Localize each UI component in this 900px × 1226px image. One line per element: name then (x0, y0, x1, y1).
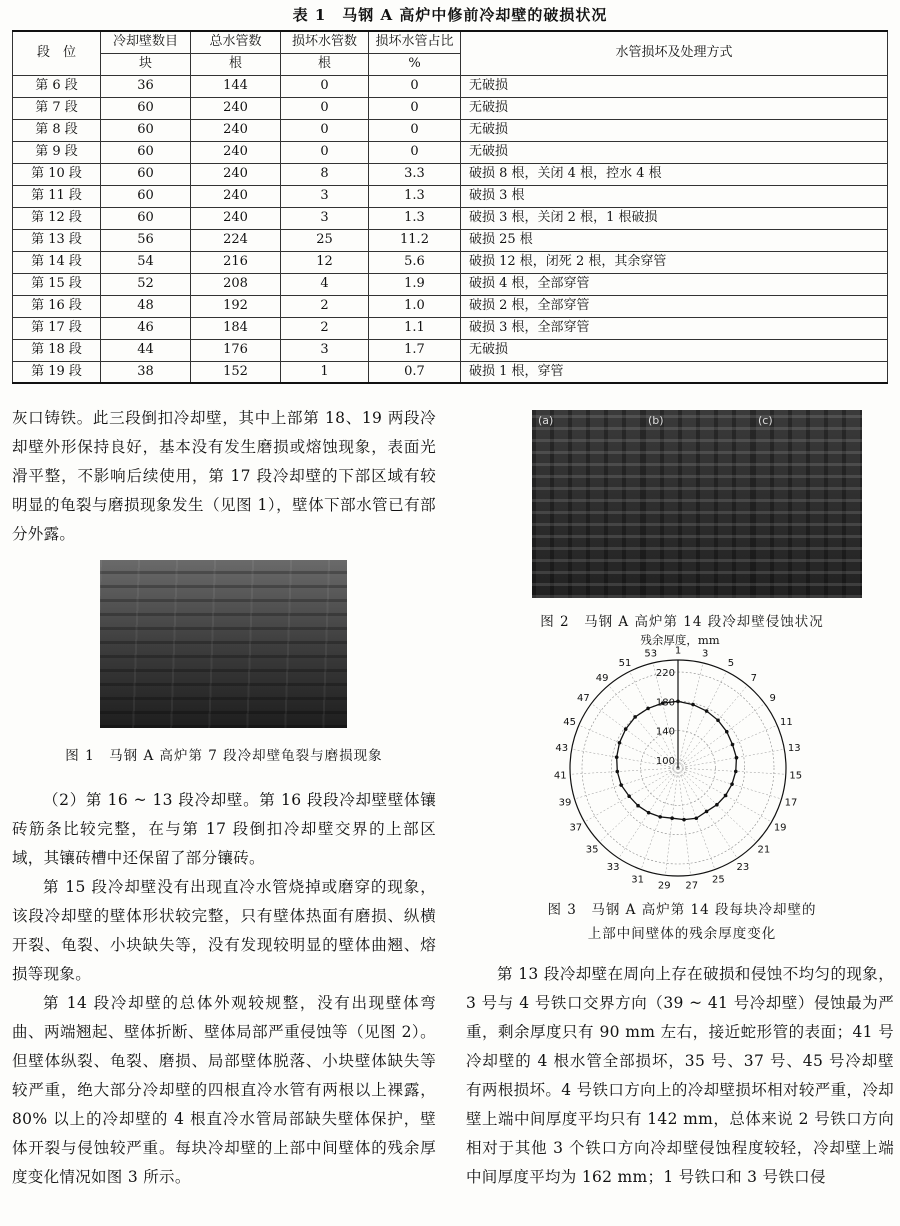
col-pipes-header-2: 根 (191, 53, 281, 75)
polar-angular-label: 17 (784, 797, 798, 809)
cell-pipes: 192 (191, 295, 281, 317)
cell-count: 60 (101, 141, 191, 163)
cell-segment: 第 13 段 (13, 229, 101, 251)
cell-broken: 3 (281, 185, 369, 207)
polar-radial-tick-label: 180 (655, 697, 675, 709)
cell-remark: 无破损 (461, 339, 888, 361)
cell-count: 60 (101, 185, 191, 207)
polar-angular-label: 23 (736, 862, 750, 874)
polar-spoke (678, 768, 691, 875)
polar-angular-label: 5 (727, 658, 735, 670)
cell-remark: 无破损 (461, 119, 888, 141)
polar-data-point (682, 818, 686, 822)
table-row (13, 295, 888, 317)
cell-pipes: 240 (191, 119, 281, 141)
polar-angular-label: 9 (769, 693, 776, 705)
cell-broken: 2 (281, 295, 369, 317)
cell-pipes: 240 (191, 185, 281, 207)
col-count-header-2: 块 (101, 53, 191, 75)
table-row (13, 251, 888, 273)
cell-remark: 无破损 (461, 141, 888, 163)
figure-2a-label: (a) (538, 414, 554, 427)
figure-1-caption: 图 1 马钢 A 高炉第 7 段冷却壁龟裂与磨损现象 (65, 748, 383, 764)
col-ratio-header-2: % (369, 53, 461, 75)
right-paragraph-5: 第 13 段冷却壁在周向上存在破损和侵蚀不均匀的现象，3 号与 4 号铁口交界方向（39 ~ 41 号冷却壁）侵蚀最为严重，剩余厚度只有 90 mm 左右，接近蛇形管的表面；41 号冷却壁的 4 根水管全部损坏，35 号、37 号、45 号冷却壁有两根损坏。4 号铁口方向上的冷却壁损坏相对较严重，冷却壁上端中间厚度平均只有 142 mm，总体来说 2 号铁口方向相对于其他 3 个铁口方向冷却壁侵蚀程度较轻，冷却壁上端中间厚度平均为 162 mm；1 号铁口和 3 号铁口侵 (466, 965, 894, 1186)
polar-radial-tick-label: 140 (655, 726, 675, 738)
cell-remark: 破损 8 根，关闭 4 根，控水 4 根 (461, 163, 888, 185)
polar-data-point (646, 707, 650, 711)
polar-data-point (636, 804, 640, 808)
right-paragraph (466, 960, 894, 1192)
polar-data-point (734, 770, 738, 774)
cell-count: 60 (101, 207, 191, 229)
cell-count: 36 (101, 75, 191, 97)
polar-data-point (624, 727, 628, 731)
figure-2c-label: (c) (758, 414, 773, 427)
left-paragraph-4: 第 14 段冷却壁的总体外观较规整，没有出现壁体弯曲、两端翘起、壁体折断、壁体局部严重侵蚀等（见图 2）。但壁体纵裂、龟裂、磨损、局部壁体脱落、小块壁体缺失等较严重，绝大部分冷却壁的四根直冷水管有两根以上裸露，80% 以上的冷却壁的 4 根直冷水管局部缺失壁体保护，壁体开裂与侵蚀较严重。每块冷却壁的上部中间壁体的残余厚度变化情况如图 3 所示。 (12, 994, 436, 1186)
polar-angular-label: 33 (606, 862, 620, 874)
table-row (13, 229, 888, 251)
col-segment-header: 段 位 (13, 31, 101, 75)
cell-remark: 破损 4 根，全部穿管 (461, 273, 888, 295)
cell-broken: 4 (281, 273, 369, 295)
polar-spoke (584, 768, 678, 822)
polar-series (615, 700, 738, 822)
cell-pipes: 152 (191, 361, 281, 383)
cell-broken: 25 (281, 229, 369, 251)
table-title: 表 1 马钢 A 高炉中修前冷却壁的破损状况 (292, 6, 608, 24)
polar-spoke (678, 768, 786, 774)
table-row (13, 75, 888, 97)
cell-broken: 1 (281, 361, 369, 383)
table-row (13, 163, 888, 185)
cell-pipes: 144 (191, 75, 281, 97)
polar-angular-label: 39 (558, 797, 572, 809)
cell-broken: 3 (281, 339, 369, 361)
polar-angular-label: 51 (618, 658, 632, 670)
polar-data-point (670, 816, 674, 820)
left-paragraph-1: 灰口铸铁。此三段倒扣冷却壁，其中上部第 18、19 两段冷却壁外形保持良好，基本没有发生磨损或熔蚀现象，表面光滑平整，不影响后续使用，第 17 段冷却壁的下部区域有较明显的龟裂与磨损现象发生（见图 1），壁体下部水管已有部分外露。 (12, 409, 436, 543)
polar-angular-label: 49 (595, 673, 609, 685)
col-count-header-1: 冷却壁数目 (101, 31, 191, 53)
cell-count: 60 (101, 97, 191, 119)
polar-data-point (724, 794, 728, 798)
table-row (13, 119, 888, 141)
damage-table (12, 30, 888, 384)
polar-spoke (678, 663, 703, 768)
table-row (13, 273, 888, 295)
figure-3-caption-1: 图 3 马钢 A 高炉第 14 段每块冷却壁的 (547, 902, 817, 918)
cell-segment: 第 15 段 (13, 273, 101, 295)
cell-remark: 无破损 (461, 97, 888, 119)
table-row (13, 339, 888, 361)
left-paragraphs (12, 786, 436, 1192)
cell-broken: 0 (281, 119, 369, 141)
cell-segment: 第 6 段 (13, 75, 101, 97)
cell-count: 46 (101, 317, 191, 339)
left-paragraph-3: 第 15 段冷却壁没有出现直冷水管烧掉或磨穿的现象，该段冷却壁的壁体形状较完整，只有壁体热面有磨损、纵横开裂、龟裂、小块缺失等，没有发现较明显的壁体曲翘、熔损等现象。 (12, 878, 436, 983)
polar-data-point (627, 794, 631, 798)
polar-data-point (725, 730, 729, 734)
cell-pipes: 216 (191, 251, 281, 273)
cell-count: 54 (101, 251, 191, 273)
polar-angular-label: 53 (644, 648, 658, 660)
cell-ratio: 0.7 (369, 361, 461, 383)
cell-count: 60 (101, 163, 191, 185)
cell-ratio: 11.2 (369, 229, 461, 251)
cell-remark: 破损 3 根 (461, 185, 888, 207)
col-broken-header-1: 损坏水管数 (281, 31, 369, 53)
polar-angular-label: 1 (674, 645, 682, 657)
polar-chart (538, 645, 818, 892)
table-row (13, 317, 888, 339)
cell-count: 48 (101, 295, 191, 317)
polar-data-point (735, 756, 739, 760)
col-broken-header-2: 根 (281, 53, 369, 75)
cell-broken: 0 (281, 141, 369, 163)
polar-data-point (705, 709, 709, 713)
cell-pipes: 176 (191, 339, 281, 361)
cell-ratio: 5.6 (369, 251, 461, 273)
polar-data-point (618, 741, 622, 745)
polar-angular-label: 27 (685, 880, 699, 892)
polar-angular-label: 29 (657, 880, 671, 892)
col-ratio-header-1: 损坏水管占比 (369, 31, 461, 53)
cell-segment: 第 14 段 (13, 251, 101, 273)
cell-pipes: 224 (191, 229, 281, 251)
cell-segment: 第 10 段 (13, 163, 101, 185)
polar-data-point (619, 783, 623, 787)
polar-angular-label: 31 (631, 874, 645, 886)
cell-ratio: 3.3 (369, 163, 461, 185)
table-row (13, 361, 888, 383)
cell-broken: 2 (281, 317, 369, 339)
cell-count: 56 (101, 229, 191, 251)
polar-data-point (676, 700, 680, 704)
figure-2c-photo (752, 410, 862, 598)
cell-segment: 第 16 段 (13, 295, 101, 317)
polar-angular-label: 47 (576, 693, 590, 705)
figure-2-caption: 图 2 马钢 A 高炉第 14 段冷却壁侵蚀状况 (540, 614, 824, 630)
table-row (13, 185, 888, 207)
figure-2b-photo (642, 410, 752, 598)
cell-ratio: 0 (369, 119, 461, 141)
cell-pipes: 208 (191, 273, 281, 295)
cell-remark: 破损 3 根，全部穿管 (461, 317, 888, 339)
cell-segment: 第 12 段 (13, 207, 101, 229)
polar-data-point (731, 743, 735, 747)
cell-count: 52 (101, 273, 191, 295)
cell-segment: 第 7 段 (13, 97, 101, 119)
cell-ratio: 0 (369, 97, 461, 119)
cell-count: 44 (101, 339, 191, 361)
polar-grid (570, 660, 786, 876)
polar-spoke (678, 749, 784, 768)
polar-angular-label: 25 (711, 874, 725, 886)
cell-broken: 3 (281, 207, 369, 229)
col-remark-header: 水管损坏及处理方式 (461, 31, 888, 75)
polar-angular-label: 7 (750, 673, 758, 685)
polar-spoke (575, 768, 678, 799)
cell-ratio: 1.0 (369, 295, 461, 317)
polar-angular-label: 35 (585, 844, 599, 856)
cell-broken: 0 (281, 75, 369, 97)
cell-ratio: 1.9 (369, 273, 461, 295)
cell-pipes: 240 (191, 97, 281, 119)
polar-spoke (678, 768, 781, 799)
cell-ratio: 1.7 (369, 339, 461, 361)
cell-ratio: 1.3 (369, 185, 461, 207)
polar-data-point (715, 803, 719, 807)
cell-broken: 8 (281, 163, 369, 185)
cell-pipes: 240 (191, 141, 281, 163)
polar-radial-tick-label: 220 (655, 668, 675, 679)
polar-angular-label: 43 (555, 743, 569, 755)
table-row (13, 207, 888, 229)
cell-remark: 破损 2 根，全部穿管 (461, 295, 888, 317)
polar-data-point (616, 770, 620, 774)
cell-ratio: 0 (369, 75, 461, 97)
polar-data-point (633, 715, 637, 719)
polar-angular-label: 13 (787, 743, 801, 755)
figure-2b-label: (b) (648, 414, 664, 427)
cell-remark: 破损 12 根，闭死 2 根，其余穿管 (461, 251, 888, 273)
cell-ratio: 0 (369, 141, 461, 163)
cell-segment: 第 19 段 (13, 361, 101, 383)
cell-pipes: 240 (191, 163, 281, 185)
figure-2a-photo (532, 410, 642, 598)
polar-data-point (615, 755, 619, 759)
cell-segment: 第 17 段 (13, 317, 101, 339)
cell-broken: 0 (281, 97, 369, 119)
polar-angular-label: 41 (553, 770, 567, 782)
cell-ratio: 1.1 (369, 317, 461, 339)
figure-3-caption-2: 上部中间壁体的残余厚度变化 (587, 926, 777, 942)
cell-segment: 第 18 段 (13, 339, 101, 361)
cell-segment: 第 9 段 (13, 141, 101, 163)
polar-data-point (694, 816, 698, 820)
cell-broken: 12 (281, 251, 369, 273)
polar-unit-label: 残余厚度，mm (640, 633, 720, 647)
polar-angular-label: 11 (779, 716, 793, 728)
cell-segment: 第 11 段 (13, 185, 101, 207)
polar-data-point (716, 719, 720, 723)
polar-spoke (630, 671, 678, 768)
cell-remark: 破损 3 根，关闭 2 根，1 根破损 (461, 207, 888, 229)
polar-angular-label: 15 (789, 770, 803, 782)
cell-pipes: 184 (191, 317, 281, 339)
polar-data-point (730, 782, 734, 786)
table-body (13, 75, 888, 383)
polar-spoke (570, 768, 678, 774)
cell-remark: 无破损 (461, 75, 888, 97)
col-pipes-header-1: 总水管数 (191, 31, 281, 53)
cell-count: 60 (101, 119, 191, 141)
polar-angular-label: 21 (757, 844, 771, 856)
polar-data-point (691, 703, 695, 707)
polar-angular-label: 3 (702, 648, 709, 660)
cell-ratio: 1.3 (369, 207, 461, 229)
polar-spoke (665, 768, 678, 875)
polar-radial-tick-label: 100 (655, 756, 675, 767)
cell-segment: 第 8 段 (13, 119, 101, 141)
cell-remark: 破损 1 根，穿管 (461, 361, 888, 383)
polar-data-point (705, 810, 709, 814)
polar-angular-label: 45 (563, 716, 577, 728)
polar-data-point (647, 811, 651, 815)
cell-remark: 破损 25 根 (461, 229, 888, 251)
left-paragraph-2: （2）第 16 ~ 13 段冷却壁。第 16 段段冷却壁壁体镶砖筋条比较完整，在与第 17 段倒扣冷却壁交界的上部区域，其镶砖槽中还保留了部分镶砖。 (12, 791, 436, 867)
table-row (13, 141, 888, 163)
polar-spoke (678, 685, 747, 768)
polar-data-point (658, 815, 662, 819)
cell-pipes: 240 (191, 207, 281, 229)
polar-angular-label: 37 (569, 822, 583, 834)
table-row (13, 97, 888, 119)
cell-count: 38 (101, 361, 191, 383)
figure-1-photo (100, 560, 347, 728)
polar-angular-label: 19 (773, 822, 787, 834)
